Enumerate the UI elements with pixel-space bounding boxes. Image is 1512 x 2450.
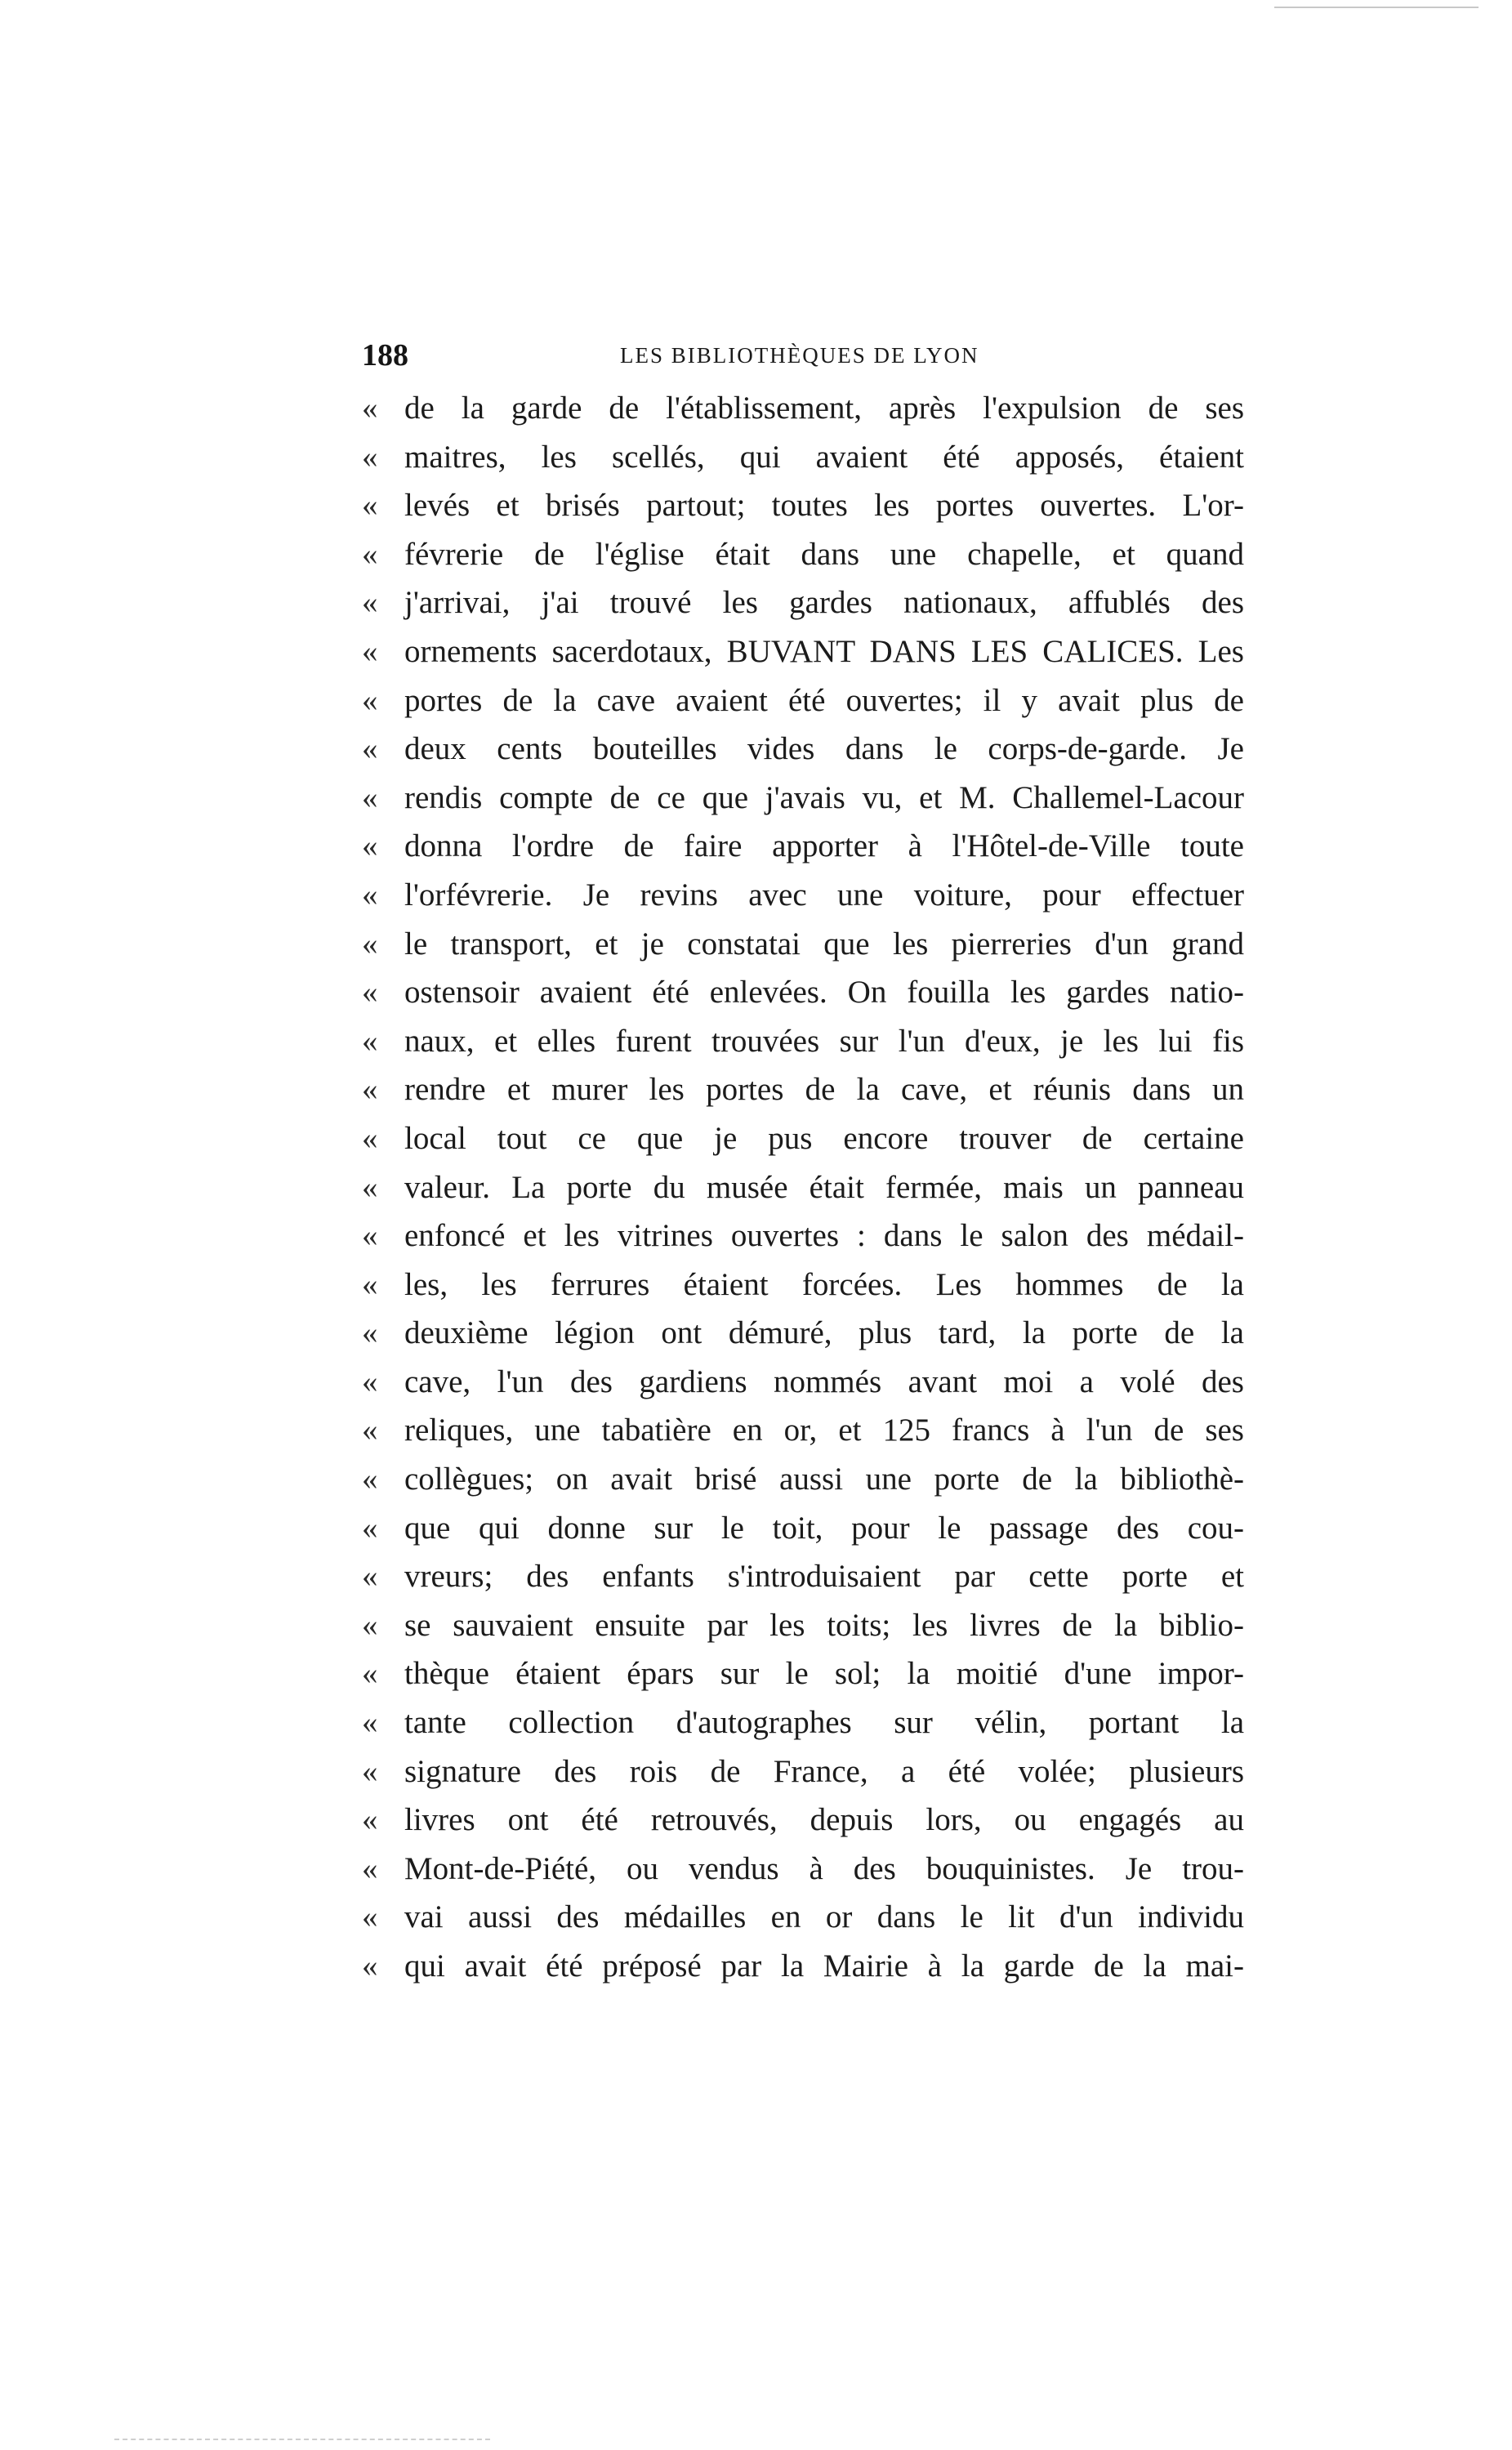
quote-mark: « xyxy=(362,633,378,669)
text-line xyxy=(362,1942,1244,1991)
quote-mark: « xyxy=(362,975,378,1011)
line-text: qui avait été préposé par la Mairie à la garde de la mai- xyxy=(404,1948,1244,1984)
text-line xyxy=(362,1796,1244,1845)
text-line xyxy=(362,578,1244,627)
text-line xyxy=(362,1747,1244,1796)
running-head xyxy=(362,331,1244,380)
text-line xyxy=(362,774,1244,823)
text-line xyxy=(362,1065,1244,1114)
line-text: vai aussi des médailles en or dans le lit d'un individu xyxy=(404,1899,1244,1935)
text-line xyxy=(362,530,1244,579)
line-text: signature des rois de France, a été volée; plusieurs xyxy=(404,1753,1244,1789)
line-text: tante collection d'autographes sur vélin, portant la xyxy=(404,1705,1244,1741)
text-line xyxy=(362,481,1244,530)
line-text: vreurs; des enfants s'introduisaient par cette porte et xyxy=(404,1559,1244,1595)
quote-mark: « xyxy=(362,1656,378,1692)
quote-mark: « xyxy=(362,536,378,572)
text-line xyxy=(362,1017,1244,1066)
text-line xyxy=(362,1358,1244,1407)
text-line xyxy=(362,433,1244,482)
line-text: reliques, une tabatière en or, et 125 francs à l'un de ses xyxy=(404,1412,1244,1448)
quote-mark: « xyxy=(362,1072,378,1108)
quote-mark: « xyxy=(362,1850,378,1886)
quote-mark: « xyxy=(362,585,378,621)
text-line xyxy=(362,968,1244,1017)
quote-mark: « xyxy=(362,439,378,475)
text-line xyxy=(362,1212,1244,1261)
quote-mark: « xyxy=(362,1266,378,1302)
line-text: thèque étaient épars sur le sol; la moitié d'une impor- xyxy=(404,1656,1244,1692)
line-text: j'arrivai, j'ai trouvé les gardes nationaux, affublés des xyxy=(404,585,1244,621)
line-text: naux, et elles furent trouvées sur l'un d'eux, je les lui fis xyxy=(404,1023,1244,1059)
line-text: levés et brisés partout; toutes les portes ouvertes. L'or- xyxy=(404,488,1244,524)
text-line xyxy=(362,676,1244,725)
quote-mark: « xyxy=(362,1705,378,1741)
quote-mark: « xyxy=(362,1218,378,1254)
quote-mark: « xyxy=(362,488,378,524)
text-line xyxy=(362,627,1244,676)
line-text: deuxième légion ont démuré, plus tard, la porte de la xyxy=(404,1315,1244,1351)
quote-mark: « xyxy=(362,682,378,718)
line-text: l'orfévrerie. Je revins avec une voiture, pour effectuer xyxy=(404,877,1244,913)
line-text: que qui donne sur le toit, pour le passage des cou- xyxy=(404,1510,1244,1546)
text-line xyxy=(362,1406,1244,1455)
quote-mark: « xyxy=(362,926,378,962)
line-text: ornements sacerdotaux, BUVANT DANS LES CALICES. Les xyxy=(404,633,1244,669)
quote-mark: « xyxy=(362,1753,378,1789)
text-line xyxy=(362,725,1244,774)
quote-mark: « xyxy=(362,1169,378,1205)
text-line xyxy=(362,1552,1244,1601)
text-line xyxy=(362,1601,1244,1650)
line-text: valeur. La porte du musée était fermée, mais un panneau xyxy=(404,1169,1244,1205)
text-line xyxy=(362,1893,1244,1942)
text-line xyxy=(362,1309,1244,1358)
line-text: collègues; on avait brisé aussi une porte de la bibliothè- xyxy=(404,1462,1244,1497)
line-text: enfoncé et les vitrines ouvertes : dans le salon des médail- xyxy=(404,1218,1244,1254)
line-text: donna l'ordre de faire apporter à l'Hôtel-de-Ville toute xyxy=(404,828,1244,864)
line-text: rendis compte de ce que j'avais vu, et M. Challemel-Lacour xyxy=(404,779,1244,815)
text-line xyxy=(362,384,1244,433)
text-line xyxy=(362,920,1244,969)
quote-mark: « xyxy=(362,1948,378,1984)
line-text: portes de la cave avaient été ouvertes; il y avait plus de xyxy=(404,682,1244,718)
quote-mark: « xyxy=(362,1607,378,1643)
quote-mark: « xyxy=(362,1023,378,1059)
quote-mark: « xyxy=(362,1899,378,1935)
line-text: rendre et murer les portes de la cave, et réunis dans un xyxy=(404,1072,1244,1108)
text-line xyxy=(362,1698,1244,1747)
line-text: se sauvaient ensuite par les toits; les livres de la biblio- xyxy=(404,1607,1244,1643)
body-text xyxy=(362,384,1244,1991)
scan-artifact-bottom xyxy=(114,2439,490,2440)
scan-artifact-top xyxy=(1274,7,1479,8)
text-line xyxy=(362,1114,1244,1163)
line-text: de la garde de l'établissement, après l'expulsion de ses xyxy=(404,390,1244,426)
text-line xyxy=(362,1649,1244,1698)
text-line xyxy=(362,871,1244,920)
line-text: livres ont été retrouvés, depuis lors, ou engagés au xyxy=(404,1802,1244,1838)
text-line xyxy=(362,1163,1244,1212)
line-text: deux cents bouteilles vides dans le corps-de-garde. Je xyxy=(404,731,1244,767)
line-text: cave, l'un des gardiens nommés avant moi a volé des xyxy=(404,1363,1244,1399)
line-text: Mont-de-Piété, ou vendus à des bouquinistes. Je trou- xyxy=(404,1850,1244,1886)
quote-mark: « xyxy=(362,828,378,864)
text-line xyxy=(362,822,1244,871)
line-text: le transport, et je constatai que les pierreries d'un grand xyxy=(404,926,1244,962)
line-text: maitres, les scellés, qui avaient été apposés, étaient xyxy=(404,439,1244,475)
quote-mark: « xyxy=(362,1315,378,1351)
quote-mark: « xyxy=(362,1802,378,1838)
quote-mark: « xyxy=(362,877,378,913)
line-text: local tout ce que je pus encore trouver de certaine xyxy=(404,1120,1244,1156)
running-title: LES BIBLIOTHÈQUES DE LYON xyxy=(620,343,979,368)
quote-mark: « xyxy=(362,779,378,815)
quote-mark: « xyxy=(362,731,378,767)
line-text: févrerie de l'église était dans une chapelle, et quand xyxy=(404,536,1244,572)
quote-mark: « xyxy=(362,1559,378,1595)
text-line xyxy=(362,1455,1244,1504)
quote-mark: « xyxy=(362,1510,378,1546)
page-number: 188 xyxy=(362,338,408,373)
quote-mark: « xyxy=(362,1412,378,1448)
text-line xyxy=(362,1504,1244,1553)
quote-mark: « xyxy=(362,1462,378,1497)
quote-mark: « xyxy=(362,1120,378,1156)
text-line xyxy=(362,1845,1244,1894)
quote-mark: « xyxy=(362,1363,378,1399)
quote-mark: « xyxy=(362,390,378,426)
line-text: les, les ferrures étaient forcées. Les hommes de la xyxy=(404,1266,1244,1302)
line-text: ostensoir avaient été enlevées. On fouilla les gardes natio- xyxy=(404,975,1244,1011)
text-line xyxy=(362,1261,1244,1310)
